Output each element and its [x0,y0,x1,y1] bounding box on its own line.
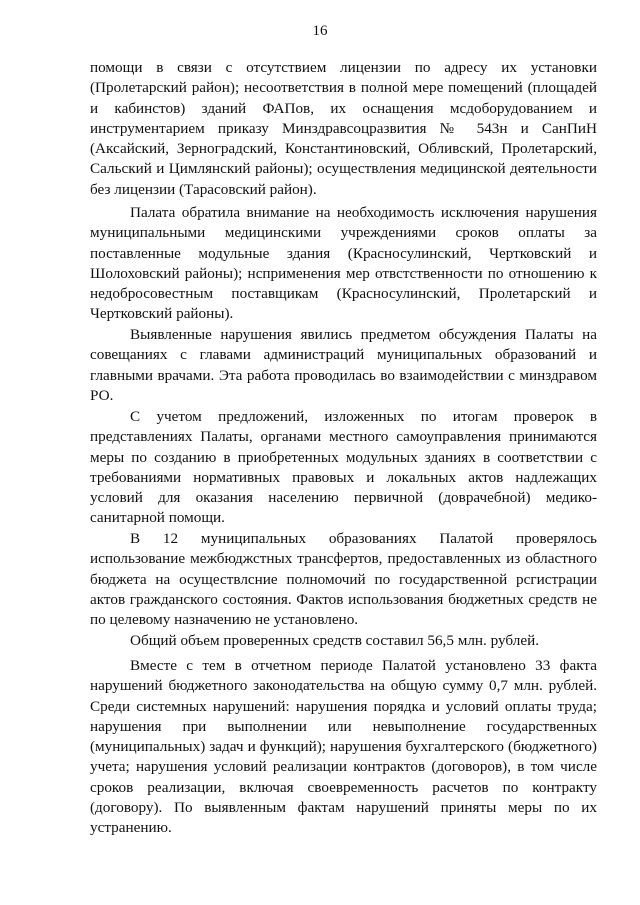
paragraph: В 12 муниципальных образованиях Палатой проверялось использование межбюджстных трансфертов, предоставленных из областного бюджета на осуществлсние полномочий по государственной рсгистрации актов гражданского состояния. Фактов использования бюджетных средств не по целевому назначению не установлено. [90,530,597,629]
paragraph: Общий объем проверенных средств составил 56,5 млн. рублей. [130,632,540,649]
paragraph-continued: помощи в связи с отсутствием лицензии по адресу их установки (Пролетарский район); несоответствия в полной мере помещений (площадей и кабинстов) зданий ФАПов, их оснащения мсдоборудованием и инструментарием приказу Минздравсоцразвития № 543н и СанПиН (Аксайский, Зерноградский, Константиновский, Обливский, Пролетарский, Сальский и Цимлянский районы); осуществления медицинской деятельности без лицензии (Тарасовский район). [90,59,597,198]
page-number: 16 [312,23,328,39]
paragraph: Вместе с тем в отчетном периоде Палатой установлено 33 факта нарушений бюджетного законодательства на общую сумму 0,7 млн. рублей. Среди системных нарушений: нарушения порядка и условий оплаты труда; нарушения при выполнении или невыполнение государственных (муниципальных) задач и функций); нарушения бухгалтерского (бюджетного) учета; нарушения условий реализации контрактов (договоров), в том числе сроков реализации, включая своевременность расчетов по контракту (договору). По выявленным фактам нарушений приняты меры по их устранению. [90,657,597,837]
paragraph: Палата обратила внимание на необходимость исключения нарушения муниципальными медицинскими учреждениями сроков оплаты за поставленные модульные здания (Красносулинский, Чертковский и Шолоховский районы); нсприменения мер отвстственности по отношению к недобросовестным поставщикам (Красносулинский, Пролетарский и Чертковский районы). [90,204,597,323]
paragraph: Выявленные нарушения явились предметом обсуждения Палаты на совещаниях с главами администраций муниципальных образований и главными врачами. Эта работа проводилась во взаимодействии с минздравом РО. [90,326,597,404]
paragraph: С учетом предложений, изложенных по итогам проверок в представлениях Палаты, органами местного самоуправления принимаются меры по созданию в приобретенных модульных зданиях в соответствии с требованиями нормативных правовых и локальных актов надлежащих условий для оказания населению первичной (доврачебной) медико-санитарной помощи. [90,408,597,527]
